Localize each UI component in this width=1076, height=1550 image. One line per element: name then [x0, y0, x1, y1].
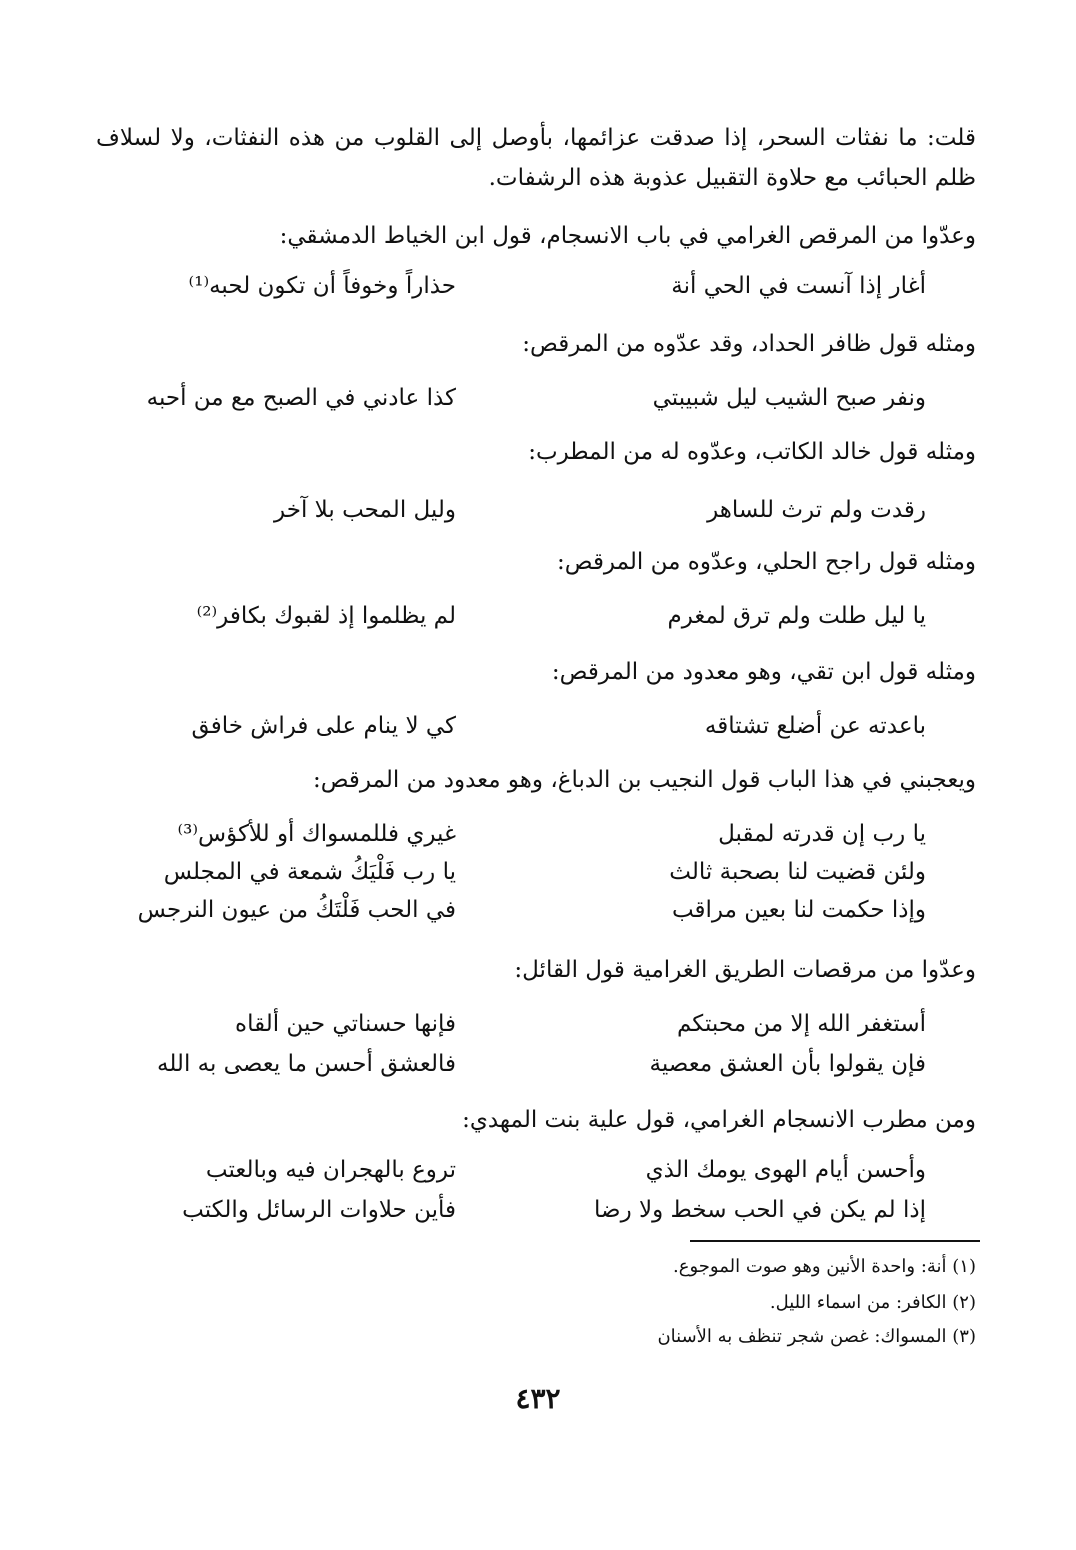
verse-line	[126, 378, 926, 418]
verse-first-hemistich: ولئن قضيت لنا بصحبة ثالث	[669, 859, 926, 885]
section-intro: ومثله قول ابن تقي، وهو معدود من المرقص:	[551, 659, 976, 685]
verse-first-hemistich: إذا لم يكن في الحب سخط ولا رضا	[594, 1197, 926, 1223]
verse-second-hemistich: فالعشق أحسن ما يعصى به الله	[156, 1051, 456, 1077]
verse-line	[126, 852, 926, 892]
verse-line	[126, 596, 926, 636]
verse-second-hemistich: يا رب فَلْيَكُ شمعة في المجلس	[163, 859, 456, 885]
verse-second-hemistich: وليل المحب بلا آخر	[274, 497, 456, 523]
section-intro: ومثله قول راجح الحلي، وعدّوه من المرقص:	[557, 549, 976, 575]
section-intro: ويعجبني في هذا الباب قول النجيب بن الدباغ، وهو معدود من المرقص:	[312, 767, 976, 793]
verse-first-hemistich: يا رب إن قدرته لمقبل	[718, 821, 926, 847]
page-number: ٤٣٢	[515, 1382, 561, 1415]
section-intro: وعدّوا من المرقص الغرامي في باب الانسجام، قول ابن الخياط الدمشقي:	[279, 223, 976, 249]
verse-line	[126, 1150, 926, 1190]
verse-first-hemistich: ونفر صبح الشيب ليل شبيبتي	[652, 385, 926, 411]
section-intro: ومن مطرب الانسجام الغرامي، قول علية بنت المهدي:	[462, 1107, 976, 1133]
verse-second-hemistich: حذاراً وخوفاً أن تكون لحبه⁽¹⁾	[188, 273, 456, 299]
verse-first-hemistich: وأحسن أيام الهوى يومك الذي	[645, 1157, 926, 1183]
verse-line	[126, 814, 926, 854]
verse-line	[126, 1004, 926, 1044]
verse-second-hemistich: غيري فللمسواك أو للأكؤس⁽³⁾	[177, 821, 456, 847]
footnote: (٣) المسواك: غصن شجر تنظف به الأسنان	[657, 1326, 976, 1347]
verse-second-hemistich: كذا عادني في الصبح مع من أحبه	[146, 385, 456, 411]
footnote: (٢) الكافر: من اسماء الليل.	[769, 1292, 976, 1313]
footnote-divider	[690, 1240, 980, 1242]
verse-first-hemistich: أغار إذا آنست في الحي أنة	[671, 273, 926, 299]
section-intro: ومثله قول خالد الكاتب، وعدّوه له من المطرب:	[528, 439, 976, 465]
verse-line	[126, 490, 926, 530]
verse-line	[126, 1190, 926, 1230]
verse-first-hemistich: يا ليل طلت ولم ترق لمغرم	[667, 603, 926, 629]
verse-line	[126, 266, 926, 306]
verse-second-hemistich: كي لا ينام على فراش خافق	[191, 713, 456, 739]
verse-line	[126, 1044, 926, 1084]
footnote: (١) أنة: واحدة الأنين وهو صوت الموجوع.	[673, 1256, 976, 1277]
verse-first-hemistich: فإن يقولوا بأن العشق معصية	[649, 1051, 926, 1077]
verse-first-hemistich: أستغفر الله إلا من محبتكم	[676, 1011, 926, 1037]
verse-first-hemistich: باعدته عن أضلع تشتاقه	[704, 713, 926, 739]
opening-paragraph: قلت: ما نفثات السحر، إذا صدقت عزائمها، بأوصل إلى القلوب من هذه النفثات، ولا لسلاف ظلم الحبائب مع حلاوة التقبيل عذوبة هذه الرشفات.	[96, 125, 976, 191]
verse-second-hemistich: فإنها حسناتي حين ألقاه	[235, 1011, 456, 1037]
section-intro: وعدّوا من مرقصات الطريق الغرامية قول القائل:	[514, 957, 976, 983]
verse-second-hemistich: في الحب فَلْتَكُ من عيون النرجس	[137, 897, 456, 923]
verse-second-hemistich: تروع بالهجران فيه وبالعتب	[205, 1157, 456, 1183]
verse-second-hemistich: فأين حلاوات الرسائل والكتب	[182, 1197, 456, 1223]
verse-first-hemistich: رقدت ولم ترث للساهر	[707, 497, 926, 523]
section-intro: ومثله قول ظافر الحداد، وقد عدّوه من المرقص:	[522, 331, 976, 357]
verse-first-hemistich: وإذا حكمت لنا بعين مراقب	[671, 897, 926, 923]
verse-second-hemistich: لم يظلموا إذ لقبوك بكافر⁽²⁾	[196, 603, 456, 629]
verse-line	[126, 706, 926, 746]
verse-line	[126, 890, 926, 930]
